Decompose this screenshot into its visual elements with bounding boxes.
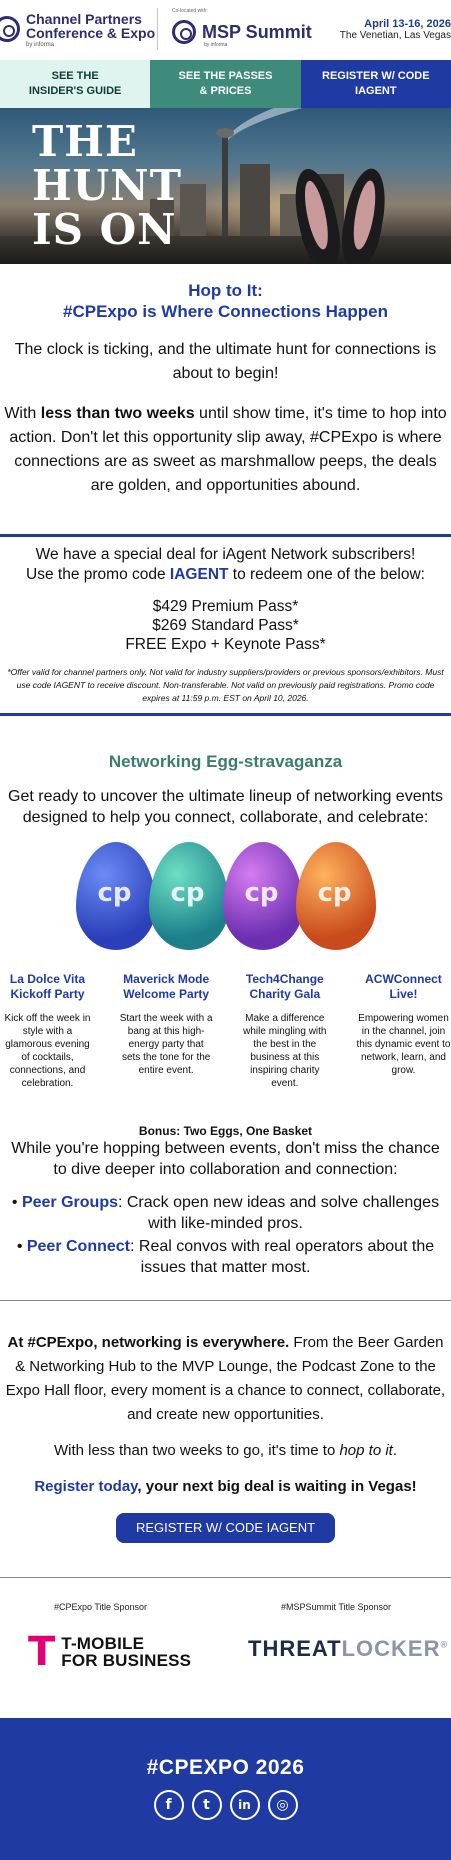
insiders-guide-button[interactable] (0, 60, 150, 108)
top-nav (0, 60, 451, 108)
egg-logo: cp (317, 878, 352, 908)
peer-groups-link[interactable]: Peer Groups (21, 1194, 118, 1211)
hero-title-line2: HUNT (32, 161, 182, 210)
hero-title-line3: IS ON (32, 205, 177, 254)
promo-disclaimer: *Offer valid for channel partners only. Not valid for industry suppliers/providers or previous sponsors/exhibitors. Must use code IAGENT to receive discount. Non-transferable. Not valid on previously paid registrations. Promo code expires at 11:59 p.m. EST on April 10, 2026. (7, 667, 444, 703)
promo-section (0, 537, 451, 713)
peer-connect-text: : Real convos with real operators about the issues that matter most. (130, 1238, 435, 1276)
bonus-section (0, 1090, 451, 1278)
hero-title (32, 117, 182, 254)
tmobile-wordmark (61, 1635, 191, 1669)
hero-tower (222, 128, 228, 238)
cpexpo-sponsor-label: #CPExpo Title Sponsor (54, 1602, 148, 1612)
cp-logo-line1: Channel Partners (26, 11, 142, 27)
event-title-link[interactable]: Tech4Change Charity Gala (245, 972, 324, 1001)
tmobile-t-icon: T (28, 1629, 56, 1675)
closing-p2-italic: hop to it (339, 1442, 393, 1459)
cp-logo-byline: by informa (26, 42, 55, 48)
sponsors-section (0, 1578, 451, 1690)
intro-heading-line2: #CPExpo is Where Connections Happen (63, 302, 388, 321)
intro-paragraph-2 (4, 402, 447, 498)
hero-title-line1: THE (32, 117, 138, 166)
intro-section (0, 264, 451, 498)
promo-offers (4, 597, 447, 654)
event-title-link[interactable]: Maverick Mode Welcome Party (123, 972, 210, 1001)
tmobile-business-logo[interactable] (28, 1629, 192, 1675)
promo-line1: We have a special deal for iAgent Network subscribers! (35, 546, 416, 563)
msp-logo-text: MSP Summit (202, 22, 312, 42)
closing-paragraph-3 (4, 1475, 447, 1499)
tmobile-line2: FOR BUSINESS (61, 1651, 192, 1670)
egg-logo: cp (170, 878, 205, 908)
closing-p1-rest: From the Beer Garden & Networking Hub to the MVP Lounge, the Podcast Zone to the Expo Hall floor, every moment is a chance to connect, collaborate, and create new opportunities. (5, 1334, 446, 1423)
closing-p2-post: . (392, 1442, 398, 1459)
cp-logo-line2: Conference & Expo (26, 25, 156, 41)
bonus-text: While you're hopping between events, don't miss the chance to dive deeper into collaboration and connection: (11, 1140, 440, 1178)
event-card (237, 972, 332, 1090)
purple-egg-icon (223, 842, 303, 950)
facebook-icon[interactable]: f (154, 1790, 184, 1820)
cp-logo-mark-icon (0, 16, 20, 42)
intro-p2-post: until show time, it's time to hop into action. Don't let this opportunity slip away, #CPExpo is where connections are as sweet as marshmallow peeps, the deals are golden, and opportunities abound. (9, 405, 447, 494)
intro-p2-pre: With (4, 405, 41, 422)
peer-groups-text: : Crack open new ideas and solve challenges with like-minded pros. (117, 1194, 440, 1232)
orange-egg-icon (296, 842, 376, 950)
promo-code: IAGENT (169, 566, 229, 583)
mspsummit-sponsor-label: #MSPSummit Title Sponsor (281, 1602, 392, 1612)
event-title-link[interactable]: La Dolce Vita Kickoff Party (9, 972, 86, 1001)
threatlocker-reg: ® (440, 1639, 449, 1650)
networking-heading: Networking Egg-stravaganza (108, 752, 343, 771)
passes-line2: & PRICES (199, 85, 252, 97)
colocated-label: Co-located with: (172, 8, 208, 14)
tmobile-line1: T-MOBILE (61, 1634, 145, 1653)
bullet-peer-connect: • Peer Connect: Real convos with real operators about the issues that matter most. (16, 1238, 435, 1276)
easter-eggs-image (76, 838, 376, 958)
closing-p2-pre: With less than two weeks to go, it's time to (53, 1442, 340, 1459)
register-code-button[interactable] (301, 60, 451, 108)
msp-logo-byline: by informa (204, 42, 228, 48)
promo-line2 (4, 565, 447, 585)
event-card (356, 972, 451, 1090)
passes-prices-button[interactable] (150, 60, 300, 108)
closing-paragraph-2 (4, 1439, 447, 1463)
event-description: Make a difference while mingling with the best in the business at this inspiring charity event. (243, 1013, 327, 1089)
promo-line2-post: to redeem one of the below: (228, 566, 425, 583)
networking-intro: Get ready to uncover the ultimate lineup of networking events designed to help you connect, collaborate, and celebrate: (8, 788, 443, 826)
event-card (119, 972, 214, 1090)
bonus-title: Bonus: Two Eggs, One Basket (138, 1124, 313, 1138)
offer-premium: $429 Premium Pass* (152, 598, 299, 615)
events-grid (0, 972, 451, 1090)
email-header (0, 0, 451, 60)
event-date-venue (331, 18, 451, 41)
peer-connect-link[interactable]: Peer Connect (26, 1238, 130, 1255)
egg-logo: cp (244, 878, 279, 908)
register-today-link[interactable]: Register today (34, 1478, 138, 1495)
msp-logo-mark-icon (172, 20, 196, 44)
guide-line2: INSIDER'S GUIDE (28, 85, 122, 97)
register-iagent-button[interactable]: REGISTER W/ CODE IAGENT (116, 1513, 335, 1543)
intro-paragraph-1: The clock is ticking, and the ultimate hunt for connections is about to begin! (14, 341, 437, 382)
intro-heading (4, 280, 447, 322)
hero-banner[interactable] (0, 108, 451, 264)
bullet-peer-groups: • Peer Groups: Crack open new ideas and solve challenges with like-minded pros. (11, 1194, 440, 1232)
closing-p1-bold: At #CPExpo, networking is everywhere. (7, 1334, 290, 1351)
twitter-icon[interactable]: t (192, 1790, 222, 1820)
guide-line1: SEE THE (51, 70, 99, 82)
event-date: April 13-16, 2026 (364, 18, 451, 30)
blue-egg-icon (76, 842, 156, 950)
event-venue: The Venetian, Las Vegas (339, 30, 451, 41)
hero-building (240, 164, 270, 244)
event-description: Kick off the week in style with a glamorous evening of cocktails, connections, and celebration. (4, 1013, 91, 1089)
offer-expo-keynote: FREE Expo + Keynote Pass* (125, 636, 326, 653)
event-description: Empowering women in the channel, join this dynamic event to network, learn, and grow. (356, 1013, 451, 1076)
event-description: Start the week with a bang at this high-energy party that sets the tone for the entire event. (119, 1013, 213, 1076)
footer-title: #CPEXPO 2026 (146, 1756, 305, 1779)
teal-egg-icon (149, 842, 229, 950)
channel-partners-logo[interactable] (0, 10, 154, 50)
egg-logo: cp (97, 878, 132, 908)
header-divider (157, 8, 158, 50)
threatlocker-dark: THREAT (248, 1636, 342, 1661)
footer (0, 1718, 451, 1860)
register-line1: REGISTER W/ CODE (322, 70, 430, 82)
intro-p2-bold: less than two weeks (40, 405, 195, 422)
hero-building (180, 184, 206, 244)
passes-line1: SEE THE PASSES (178, 70, 273, 82)
cta-wrap (4, 1513, 447, 1543)
msp-summit-logo[interactable] (172, 8, 312, 52)
threatlocker-logo[interactable] (248, 1636, 448, 1662)
intro-heading-line1: Hop to It: (188, 281, 263, 300)
promo-line2-pre: Use the promo code (26, 566, 170, 583)
threatlocker-light: LOCKER (341, 1636, 441, 1661)
offer-standard: $269 Standard Pass* (152, 617, 299, 634)
closing-paragraph-1 (4, 1331, 447, 1427)
instagram-icon[interactable]: ◎ (268, 1790, 298, 1820)
closing-section (0, 1301, 451, 1543)
networking-section (0, 716, 451, 828)
closing-p3-rest: , your next big deal is waiting in Vegas! (137, 1478, 417, 1495)
linkedin-icon[interactable]: in (230, 1790, 260, 1820)
social-links (0, 1790, 451, 1820)
event-card (0, 972, 95, 1090)
register-line2: IAGENT (355, 85, 397, 97)
event-title-link[interactable]: ACWConnect Live! (365, 972, 442, 1001)
